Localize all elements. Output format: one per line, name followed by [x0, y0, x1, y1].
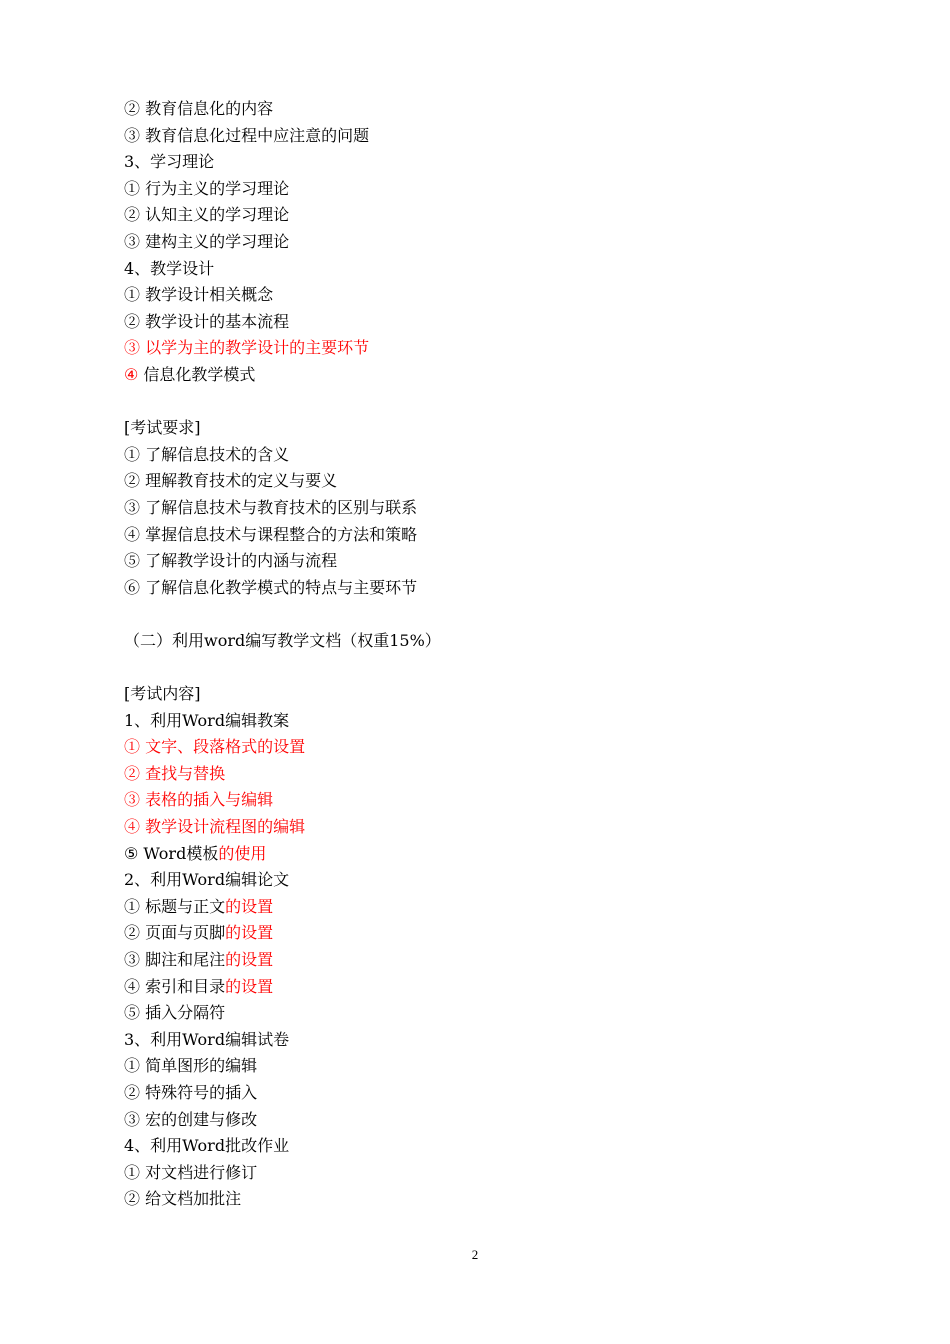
- text-line: [124, 974, 844, 1001]
- line-text-highlight: 的设置: [225, 923, 274, 943]
- text-line: [124, 894, 844, 921]
- line-text: ③ 宏的创建与修改: [124, 1109, 258, 1129]
- line-text: ① 对文档进行修订: [124, 1162, 258, 1182]
- line-text: ① 文字、段落格式的设置: [124, 737, 306, 757]
- text-line: [124, 814, 844, 841]
- text-line: [124, 522, 844, 549]
- line-text: ③ 了解信息技术与教育技术的区别与联系: [124, 497, 418, 517]
- line-text: ① 简单图形的编辑: [124, 1056, 258, 1076]
- line-text: ③ 教育信息化过程中应注意的问题: [124, 125, 370, 145]
- text-line: [124, 96, 844, 123]
- line-text: 3、学习理论: [124, 152, 215, 172]
- line-text: ③ 以学为主的教学设计的主要环节: [124, 338, 370, 358]
- text-line: [124, 442, 844, 469]
- line-text: ③ 表格的插入与编辑: [124, 790, 274, 810]
- text-line: [124, 787, 844, 814]
- line-text: [考试要求]: [124, 418, 201, 438]
- line-text: ② 理解教育技术的定义与要义: [124, 471, 338, 491]
- line-text-highlight: 的设置: [225, 896, 274, 916]
- text-line: [124, 628, 844, 655]
- text-line: [124, 415, 844, 442]
- page-number: 2: [471, 1247, 479, 1262]
- text-line: [124, 309, 844, 336]
- line-text: ③ 脚注和尾注: [124, 950, 226, 969]
- line-text-highlight: 的设置: [225, 950, 274, 969]
- line-text: ① 了解信息技术的含义: [124, 444, 290, 464]
- text-line: [124, 1053, 844, 1080]
- text-line: [124, 1080, 844, 1107]
- line-text: 1、利用Word编辑教案: [124, 710, 290, 730]
- line-text-highlight: 的设置: [225, 976, 274, 996]
- line-text: ⑤ Word模板: [124, 843, 219, 863]
- text-line: [124, 256, 844, 283]
- text-line: [124, 548, 844, 575]
- line-text: ② 查找与替换: [124, 763, 226, 783]
- text-line: [124, 1133, 844, 1160]
- text-line: [124, 468, 844, 495]
- document-body: [124, 96, 844, 1213]
- line-text: 信息化教学模式: [143, 364, 256, 384]
- text-line: [124, 229, 844, 256]
- text-line: [124, 575, 844, 602]
- line-text: （二）利用word编写教学文档（权重15%）: [124, 630, 441, 650]
- text-line: [124, 1186, 844, 1213]
- line-text: ② 认知主义的学习理论: [124, 205, 290, 225]
- text-line: [124, 1000, 844, 1027]
- text-line: [124, 123, 844, 150]
- line-text: ③ 建构主义的学习理论: [124, 231, 290, 251]
- line-text: 3、利用Word编辑试卷: [124, 1029, 290, 1049]
- line-text: 2、利用Word编辑论文: [124, 870, 290, 890]
- text-line: [124, 867, 844, 894]
- line-text: ② 给文档加批注: [124, 1189, 242, 1209]
- line-text: ① 教学设计相关概念: [124, 285, 274, 305]
- line-text: [考试内容]: [124, 684, 201, 704]
- blank-line: [124, 654, 844, 681]
- text-line: [124, 495, 844, 522]
- text-line: [124, 947, 844, 974]
- text-line: [124, 734, 844, 761]
- list-marker: ④: [124, 364, 139, 384]
- line-text: ④ 教学设计流程图的编辑: [124, 817, 306, 837]
- line-text: ① 标题与正文: [124, 896, 226, 916]
- text-line: [124, 335, 844, 362]
- line-text: ② 特殊符号的插入: [124, 1082, 258, 1102]
- line-text: 4、利用Word批改作业: [124, 1136, 290, 1156]
- line-text: ② 教育信息化的内容: [124, 99, 274, 118]
- line-text: ⑤ 了解教学设计的内涵与流程: [124, 551, 338, 571]
- text-line: [124, 202, 844, 229]
- text-line: [124, 1027, 844, 1054]
- text-line: [124, 761, 844, 788]
- text-line: [124, 681, 844, 708]
- text-line: [124, 1160, 844, 1187]
- line-text: 4、教学设计: [124, 258, 215, 278]
- line-text: ④ 掌握信息技术与课程整合的方法和策略: [124, 524, 418, 544]
- line-text: ④ 索引和目录: [124, 976, 226, 996]
- line-text: ① 行为主义的学习理论: [124, 178, 290, 198]
- line-text: ⑥ 了解信息化教学模式的特点与主要环节: [124, 577, 418, 597]
- text-line: [124, 282, 844, 309]
- blank-line: [124, 389, 844, 416]
- blank-line: [124, 601, 844, 628]
- line-text: ② 教学设计的基本流程: [124, 311, 290, 331]
- line-text: ② 页面与页脚: [124, 923, 226, 943]
- line-text-highlight: 的使用: [218, 843, 267, 863]
- text-line: [124, 149, 844, 176]
- text-line: [124, 176, 844, 203]
- text-line: [124, 362, 844, 389]
- text-line: [124, 708, 844, 735]
- text-line: [124, 920, 844, 947]
- text-line: [124, 1107, 844, 1134]
- line-text: ⑤ 插入分隔符: [124, 1003, 226, 1023]
- text-line: [124, 841, 844, 868]
